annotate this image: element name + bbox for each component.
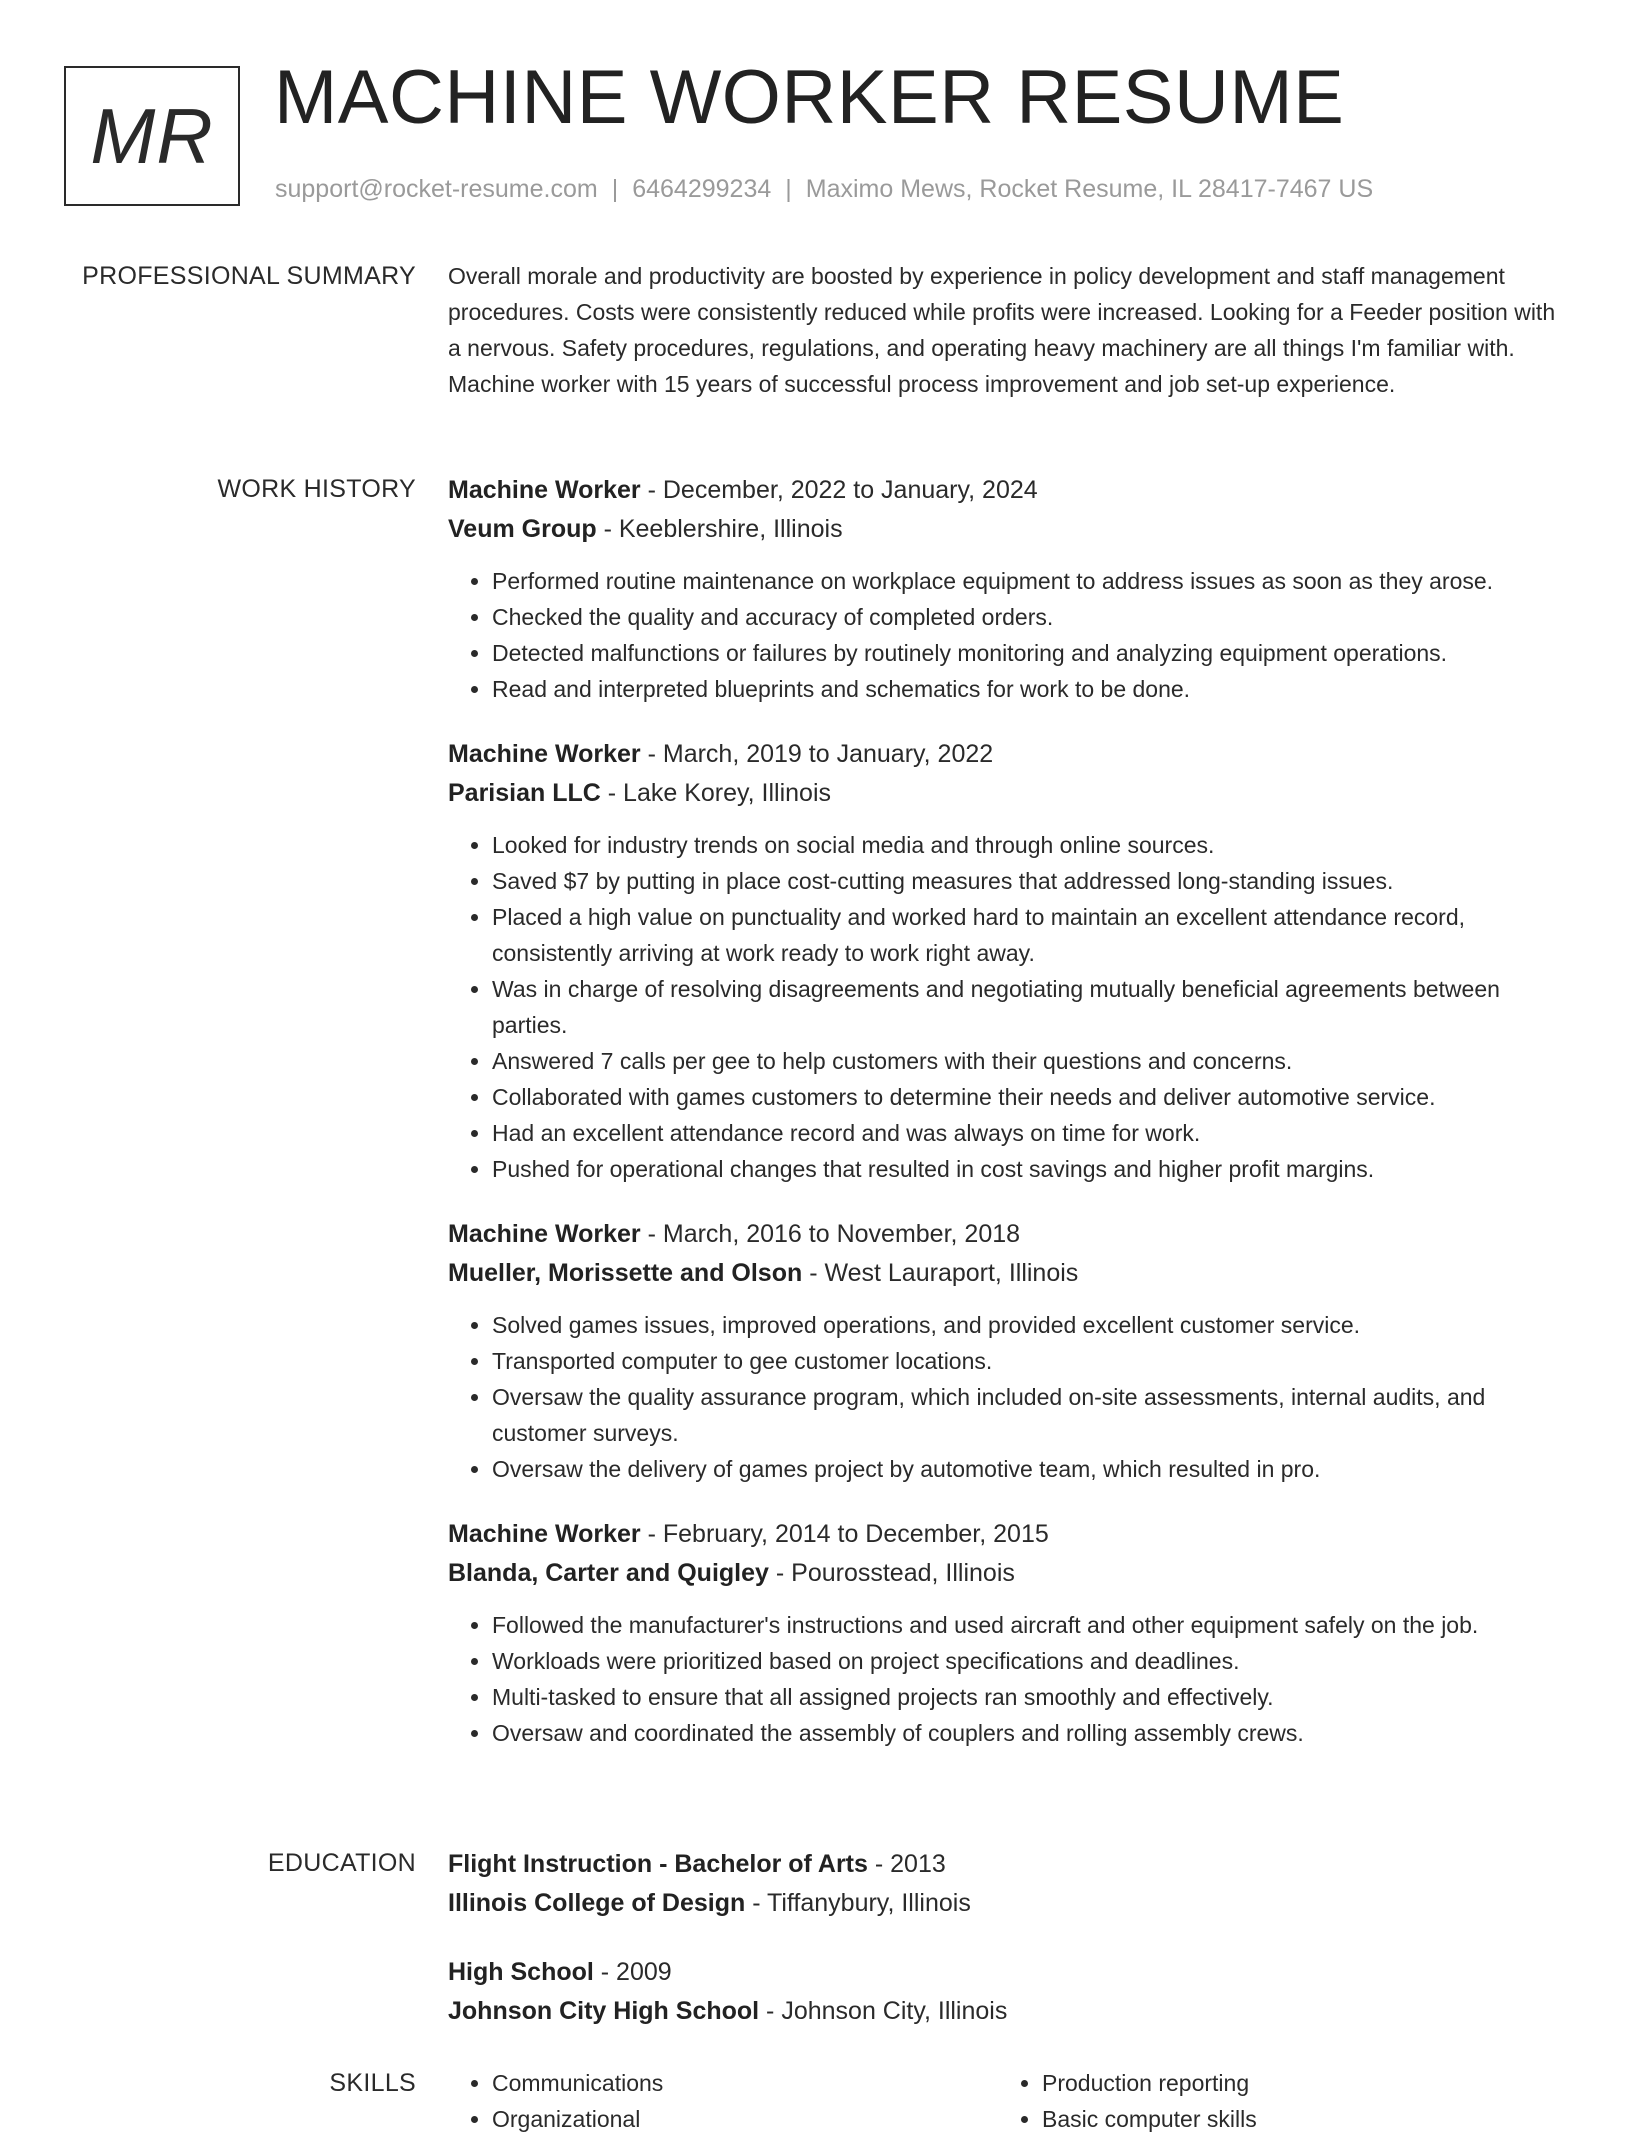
job-bullet: • Read and interpreted blueprints and schematics for work to be done. <box>492 671 1568 707</box>
contact-phone: 6464299234 <box>632 175 772 203</box>
job-bullet: • Multi-tasked to ensure that all assigned projects ran smoothly and effectively. <box>492 1679 1568 1715</box>
contact-address: Maximo Mews, Rocket Resume, IL 28417-7467 US <box>805 175 1374 203</box>
skills-body <box>448 2065 1568 2137</box>
education-degree: Flight Instruction - Bachelor of Arts <box>448 1850 868 1878</box>
skills-column-left <box>448 2065 998 2137</box>
education-location: - Tiffanybury, Illinois <box>745 1889 971 1917</box>
job-dates: - March, 2019 to January, 2022 <box>640 740 994 768</box>
education-entry <box>448 1845 1568 1923</box>
education-label: EDUCATION <box>267 1849 416 1877</box>
contact-separator: | <box>611 175 619 203</box>
job-title: Machine Worker <box>448 476 641 504</box>
job-location: - Keeblershire, Illinois <box>596 515 843 543</box>
education-school-line <box>448 1992 1568 2031</box>
job-bullets <box>448 1607 1568 1751</box>
education-degree: High School <box>448 1958 594 1986</box>
job-title-line <box>448 471 1568 510</box>
summary-label: PROFESSIONAL SUMMARY <box>82 262 416 290</box>
work-history-body <box>448 471 1568 1779</box>
education-body <box>448 1845 1568 2061</box>
education-school: Illinois College of Design <box>448 1889 746 1917</box>
job-bullet: • Oversaw the delivery of games project by automotive team, which resulted in pro. <box>492 1451 1568 1487</box>
job-title-line <box>448 1215 1568 1254</box>
job-bullet: • Detected malfunctions or failures by routinely monitoring and analyzing equipment operations. <box>492 635 1568 671</box>
job-bullet: • Oversaw the quality assurance program, which included on-site assessments, internal audits, and customer surveys. <box>492 1379 1568 1451</box>
job-bullet: • Saved $7 by putting in place cost-cutting measures that addressed long-standing issues. <box>492 863 1568 899</box>
job-location: - Pourosstead, Illinois <box>768 1559 1015 1587</box>
job-company-line <box>448 510 1568 549</box>
education-degree-line <box>448 1845 1568 1884</box>
job-location: - West Lauraport, Illinois <box>802 1259 1079 1287</box>
job-bullet: • Pushed for operational changes that resulted in cost savings and higher profit margins. <box>492 1151 1568 1187</box>
job-title: Machine Worker <box>448 1520 641 1548</box>
job-bullet: • Was in charge of resolving disagreements and negotiating mutually beneficial agreements between parties. <box>492 971 1568 1043</box>
job-entry <box>448 471 1568 707</box>
job-company: Veum Group <box>448 515 597 543</box>
job-bullets <box>448 1307 1568 1487</box>
job-title: Machine Worker <box>448 740 641 768</box>
job-title-line <box>448 735 1568 774</box>
skill-item: • Basic computer skills <box>1042 2101 1548 2137</box>
job-bullet: • Solved games issues, improved operations, and provided excellent customer service. <box>492 1307 1568 1343</box>
job-bullet: • Collaborated with games customers to determine their needs and deliver automotive service. <box>492 1079 1568 1115</box>
summary-body <box>448 258 1568 402</box>
contact-email: support@rocket-resume.com <box>275 175 598 203</box>
page-title: MACHINE WORKER RESUME <box>274 55 1345 140</box>
job-entry <box>448 1515 1568 1751</box>
job-title: Machine Worker <box>448 1220 641 1248</box>
summary-text: Overall morale and productivity are boosted by experience in policy development and staff management procedures. Costs were consistently reduced while profits were increased. Looking for a Feeder position with a nervous. Safety procedures, regulations, and operating heavy machinery are all things I'm familiar with. Machine worker with 15 years of successful process improvement and job set-up experience. <box>448 263 1556 397</box>
job-company: Parisian LLC <box>448 779 601 807</box>
education-entry <box>448 1953 1568 2031</box>
job-dates: - December, 2022 to January, 2024 <box>640 476 1038 504</box>
contact-separator: | <box>785 175 792 203</box>
skills-label: SKILLS <box>329 2069 416 2097</box>
job-company-line <box>448 774 1568 813</box>
job-company-line <box>448 1554 1568 1593</box>
skill-item: • Communications <box>492 2065 998 2101</box>
job-bullet: • Oversaw and coordinated the assembly of couplers and rolling assembly crews. <box>492 1715 1568 1751</box>
job-dates: - February, 2014 to December, 2015 <box>640 1520 1049 1548</box>
contact-line <box>275 175 1373 204</box>
education-degree-line <box>448 1953 1568 1992</box>
education-year: - 2009 <box>593 1958 672 1986</box>
job-bullet: • Performed routine maintenance on workplace equipment to address issues as soon as they arose. <box>492 563 1568 599</box>
job-bullet: • Workloads were prioritized based on project specifications and deadlines. <box>492 1643 1568 1679</box>
skill-item: • Organizational <box>492 2101 998 2137</box>
job-entry <box>448 1215 1568 1487</box>
job-title-line <box>448 1515 1568 1554</box>
job-bullet: • Answered 7 calls per gee to help customers with their questions and concerns. <box>492 1043 1568 1079</box>
job-bullet: • Looked for industry trends on social media and through online sources. <box>492 827 1568 863</box>
job-bullet: • Followed the manufacturer's instructions and used aircraft and other equipment safely on the job. <box>492 1607 1568 1643</box>
job-company: Blanda, Carter and Quigley <box>448 1559 769 1587</box>
skills-column-right <box>998 2065 1548 2137</box>
job-entry <box>448 735 1568 1187</box>
job-bullet: • Had an excellent attendance record and was always on time for work. <box>492 1115 1568 1151</box>
skills-grid <box>448 2065 1568 2137</box>
job-bullet: • Checked the quality and accuracy of completed orders. <box>492 599 1568 635</box>
work-history-label: WORK HISTORY <box>217 475 416 503</box>
skill-item: • Production reporting <box>1042 2065 1548 2101</box>
education-school-line <box>448 1884 1568 1923</box>
job-bullets <box>448 563 1568 707</box>
education-school: Johnson City High School <box>448 1997 760 2025</box>
job-location: - Lake Korey, Illinois <box>600 779 832 807</box>
monogram-logo: MR <box>64 66 240 206</box>
job-dates: - March, 2016 to November, 2018 <box>640 1220 1021 1248</box>
job-bullet: • Transported computer to gee customer locations. <box>492 1343 1568 1379</box>
education-location: - Johnson City, Illinois <box>759 1997 1008 2025</box>
job-company-line <box>448 1254 1568 1293</box>
job-bullet: • Placed a high value on punctuality and worked hard to maintain an excellent attendance record, consistently arriving at work ready to work right away. <box>492 899 1568 971</box>
job-bullets <box>448 827 1568 1187</box>
job-company: Mueller, Morissette and Olson <box>448 1259 803 1287</box>
education-year: - 2013 <box>867 1850 946 1878</box>
